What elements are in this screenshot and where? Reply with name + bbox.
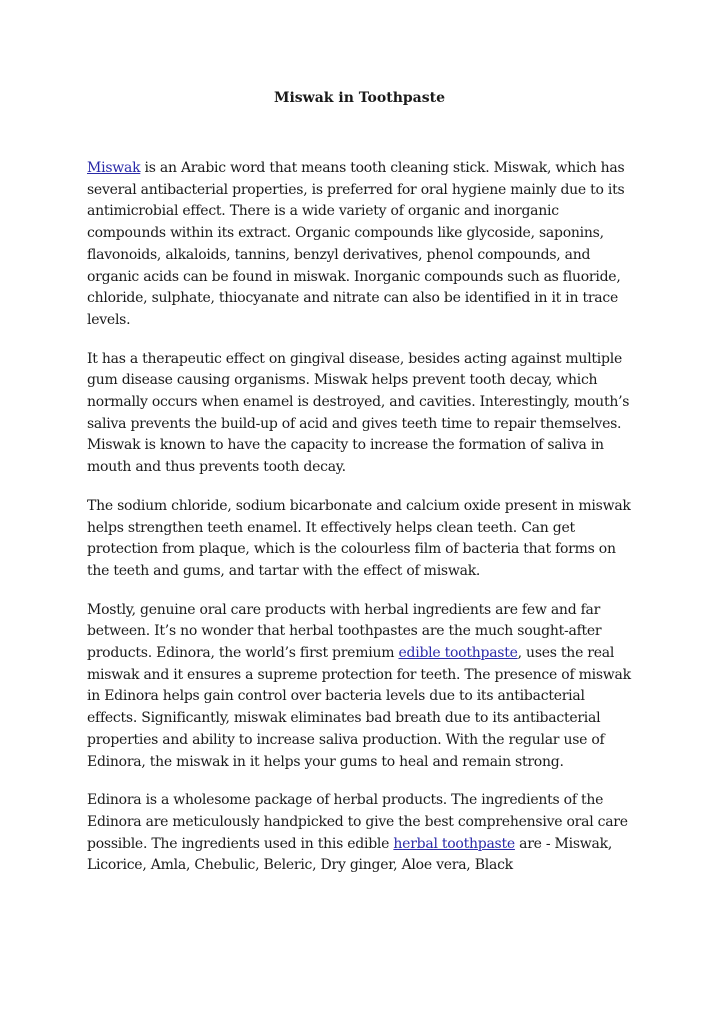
document-body <box>87 158 633 894</box>
miswak-link[interactable]: Miswak <box>87 160 141 176</box>
paragraph-4 <box>87 600 633 774</box>
paragraph-3-text: The sodium chloride, sodium bicarbonate and calcium oxide present in miswak helps strengthen teeth enamel. It effectively helps clean teeth. Can get protection from plaque, which is the colourless film of bacteria that forms on the teeth and gums, and tartar with the effect of miswak. <box>87 497 631 579</box>
paragraph-5 <box>87 790 633 877</box>
paragraph-4-text-after: , uses the real miswak and it ensures a supreme protection for teeth. The presence of miswak in Edinora helps gain control over bacteria levels due to its antibacterial effects. Significantly, miswak eliminates bad breath due to its antibacterial properties and ability to increase saliva production. With the regular use of Edinora, the miswak in it helps your gums to heal and remain strong. <box>87 645 631 770</box>
herbal-toothpaste-link[interactable]: herbal toothpaste <box>393 835 515 852</box>
paragraph-1 <box>87 158 633 332</box>
paragraph-2 <box>87 349 633 479</box>
paragraph-1-text: is an Arabic word that means tooth cleaning stick. Miswak, which has several antibacterial properties, is preferred for oral hygiene mainly due to its antimicrobial effect. There is a wide variety of organic and inorganic compounds within its extract. Organic compounds like glycoside, saponins, flavonoids, alkaloids, tannins, benzyl derivatives, phenol compounds, and organic acids can be found in miswak. Inorganic compounds such as fluoride, chloride, sulphate, thiocyanate and nitrate can also be identified in it in trace levels. <box>87 160 625 328</box>
paragraph-3 <box>87 496 633 583</box>
paragraph-5-text-after: are - Miswak, Licorice, Amla, Chebulic, Beleric, Dry ginger, Aloe vera, Black <box>87 835 613 874</box>
page-title: Miswak in Toothpaste <box>273 90 445 106</box>
paragraph-2-text: It has a therapeutic effect on gingival disease, besides acting against multiple gum disease causing organisms. Miswak helps prevent tooth decay, which normally occurs when enamel is destroyed, and cavities. Interestingly, mouth’s saliva prevents the build-up of acid and gives teeth time to repair themselves. Miswak is known to have the capacity to increase the formation of saliva in mouth and thus prevents tooth decay. <box>87 350 630 476</box>
edible-toothpaste-link[interactable]: edible toothpaste <box>398 645 518 662</box>
paragraph-4-text-before: Mostly, genuine oral care products with herbal ingredients are few and far between. It’s no wonder that herbal toothpastes are the much sought-after products. Edinora, the world’s first premium <box>87 601 602 662</box>
paragraph-5-text-before: Edinora is a wholesome package of herbal products. The ingredients of the Edinora are meticulously handpicked to give the best comprehensive oral care possible. The ingredients used in this edible <box>87 792 628 852</box>
